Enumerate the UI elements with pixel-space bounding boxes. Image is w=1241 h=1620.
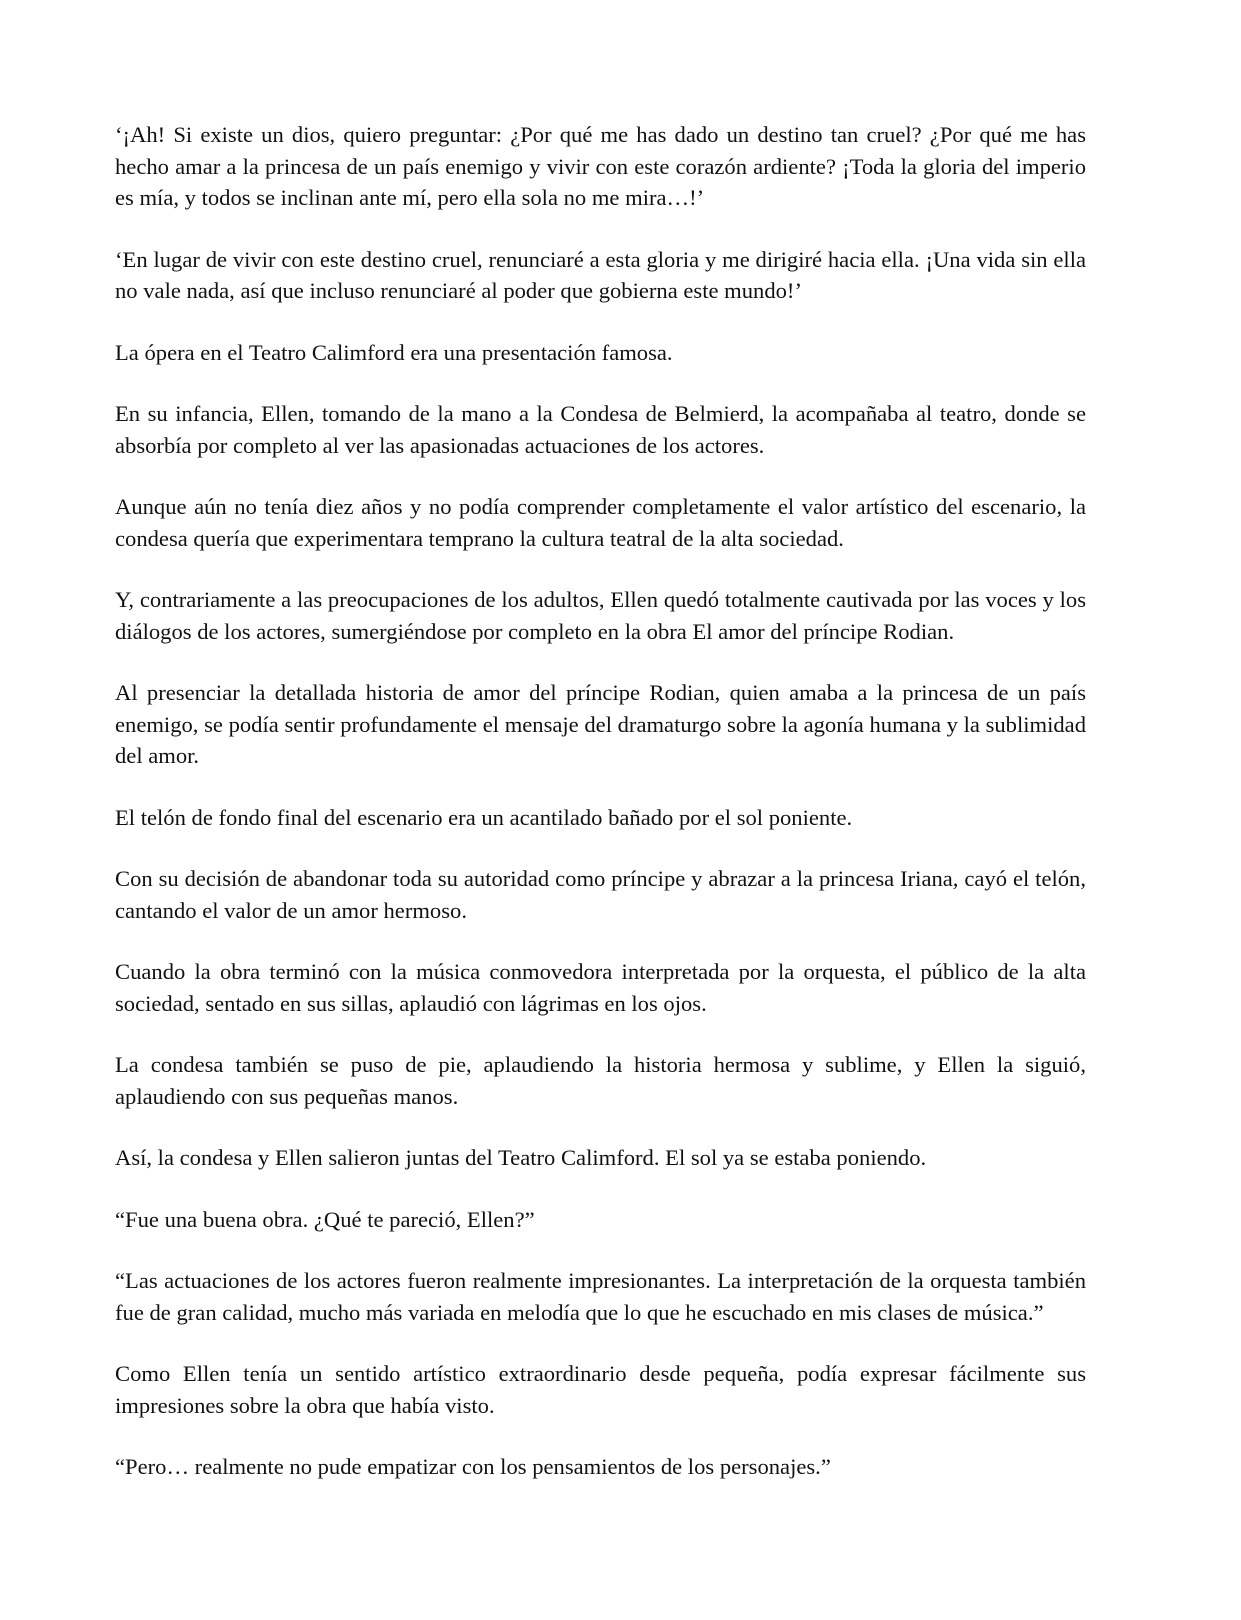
paragraph-14: “Las actuaciones de los actores fueron realmente impresionantes. La interpretación de la orquesta también fue de gran calidad, mucho más variada en melodía que lo que he escuchado en mis clases de música.” (115, 1268, 1086, 1325)
paragraph-12: Así, la condesa y Ellen salieron juntas del Teatro Calimford. El sol ya se estaba poniendo. (115, 1145, 927, 1170)
paragraph-6: Y, contrariamente a las preocupaciones de los adultos, Ellen quedó totalmente cautivada por las voces y los diálogos de los actores, sumergiéndose por completo en la obra El amor del príncipe Rodian. (115, 587, 1086, 644)
paragraph-2: ‘En lugar de vivir con este destino cruel, renunciaré a esta gloria y me dirigiré hacia ella. ¡Una vida sin ella no vale nada, así que incluso renunciaré al poder que gobierna este mundo!’ (115, 246, 1086, 303)
paragraph-15: Como Ellen tenía un sentido artístico extraordinario desde pequeña, podía expresar fácilmente sus impresiones sobre la obra que había visto. (115, 1361, 1086, 1418)
paragraph-3: La ópera en el Teatro Calimford era una presentación famosa. (115, 339, 673, 365)
paragraph-9: Con su decisión de abandonar toda su autoridad como príncipe y abrazar a la princesa Iriana, cayó el telón, cantando el valor de un amor hermoso. (115, 866, 1086, 923)
paragraph-4: En su infancia, Ellen, tomando de la mano a la Condesa de Belmierd, la acompañaba al teatro, donde se absorbía por completo al ver las apasionadas actuaciones de los actores. (115, 401, 1086, 458)
paragraph-16: “Pero… realmente no pude empatizar con los pensamientos de los personajes.” (115, 1454, 831, 1479)
paragraph-1: ‘¡Ah! Si existe un dios, quiero preguntar: ¿Por qué me has dado un destino tan cruel? ¿Por qué me has hecho amar a la princesa de un país enemigo y vivir con este corazón ardiente? ¡Toda la gloria del imperio es mía, y todos se inclinan ante mí, pero ella sola no me mira…!’ (115, 122, 1086, 210)
paragraph-11: La condesa también se puso de pie, aplaudiendo la historia hermosa y sublime, y Ellen la siguió, aplaudiendo con sus pequeñas manos. (115, 1052, 1086, 1109)
paragraph-7: Al presenciar la detallada historia de amor del príncipe Rodian, quien amaba a la princesa de un país enemigo, se podía sentir profundamente el mensaje del dramaturgo sobre la agonía humana y la sublimidad del amor. (115, 680, 1086, 768)
paragraph-13: “Fue una buena obra. ¿Qué te pareció, Ellen?” (115, 1206, 535, 1232)
paragraph-5: Aunque aún no tenía diez años y no podía comprender completamente el valor artístico del escenario, la condesa quería que experimentara temprano la cultura teatral de la alta sociedad. (115, 494, 1086, 551)
paragraph-10: Cuando la obra terminó con la música conmovedora interpretada por la orquesta, el público de la alta sociedad, sentado en sus sillas, aplaudió con lágrimas en los ojos. (115, 959, 1086, 1016)
document-page (115, 119, 1086, 1483)
paragraph-8: El telón de fondo final del escenario era un acantilado bañado por el sol poniente. (115, 804, 853, 830)
